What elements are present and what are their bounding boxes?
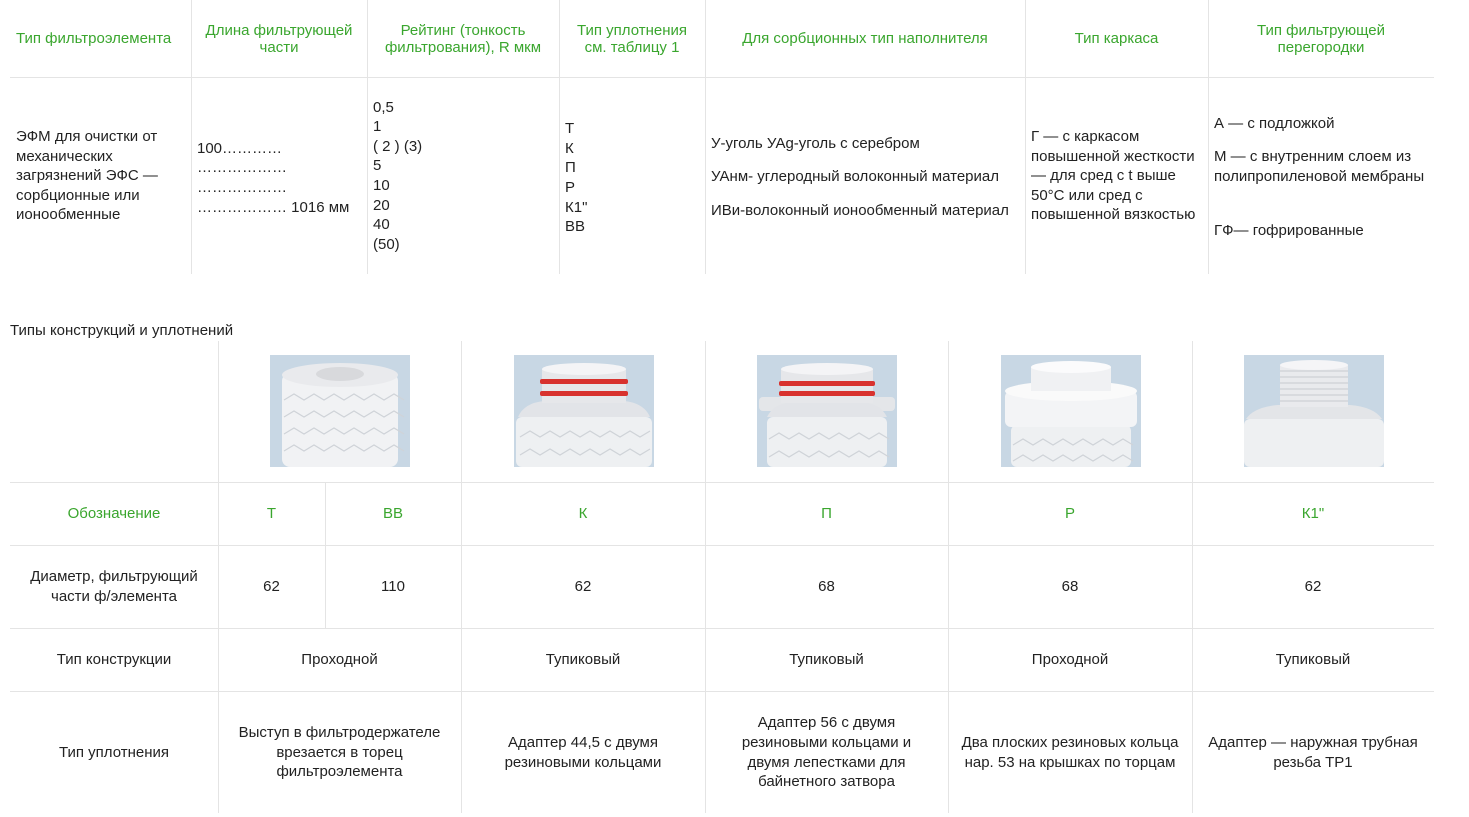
spec-header-row <box>10 0 1434 77</box>
divider <box>705 0 706 274</box>
filter-adapter-rings-lugs-image <box>757 355 897 467</box>
header-rating: Рейтинг (тонкость фильтрования), R мкм <box>384 21 542 56</box>
divider <box>559 0 560 274</box>
diameter-value: 68 <box>1061 578 1079 596</box>
designation-k: К <box>578 505 588 523</box>
rating-value: 40 <box>373 216 390 234</box>
diameter-label: Диаметр, фильтрующий части ф/элемента <box>30 568 198 605</box>
element-type-cell: ЭФМ для очистки от механических загрязнений ЭФС — сорбционные или ионообменные <box>16 128 158 224</box>
partition-item: А — с подложкой <box>1214 114 1335 132</box>
construction-value: Проходной <box>301 651 378 669</box>
diameter-value: 62 <box>574 578 592 596</box>
length-line: ……………… <box>197 159 287 177</box>
seal-lines <box>565 115 587 237</box>
seal-value: Адаптер — наружная трубная резьба ТР1 <box>1208 733 1418 771</box>
length-cell <box>191 78 367 274</box>
divider <box>705 341 706 813</box>
designation-t: Т <box>266 505 277 523</box>
construction-table <box>10 341 1434 813</box>
designation-label: Обозначение <box>67 505 161 523</box>
seal-code: К <box>565 139 574 157</box>
length-line: 100………… <box>197 139 283 157</box>
divider <box>1208 0 1209 274</box>
seal-value: Адаптер 44,5 с двумя резиновыми кольцами <box>504 733 662 771</box>
filter-end-plain-image <box>270 355 410 467</box>
sorbent-item: УАнм- углеродный волоконный материал <box>711 168 999 186</box>
partition-list <box>1214 112 1428 240</box>
construction-value: Тупиковый <box>545 651 621 669</box>
designation-r: Р <box>1064 505 1075 523</box>
rating-value: 1 <box>373 118 382 136</box>
seal-code: ВВ <box>565 218 586 236</box>
divider <box>325 483 326 628</box>
partition-cell <box>1208 78 1434 274</box>
construction-value: Тупиковый <box>789 651 864 669</box>
header-sorbent: Для сорбционных тип наполнителя <box>742 30 988 47</box>
construction-label: Тип конструкции <box>56 651 172 669</box>
seal-value: Два плоских резиновых кольца нар. 53 на крышках по торцам <box>961 733 1179 771</box>
construction-value: Проходной <box>1031 651 1109 669</box>
divider <box>948 341 949 813</box>
filter-flat-caps-image <box>1001 355 1141 467</box>
divider <box>367 0 368 274</box>
partition-item: ГФ— гофрированные <box>1214 221 1364 239</box>
seal-code: П <box>565 159 576 177</box>
sorbent-item: У-уголь УАg-уголь с серебром <box>711 134 920 152</box>
rating-lines <box>373 98 422 255</box>
divider <box>461 341 462 813</box>
divider <box>1025 0 1026 274</box>
length-line: ……………… 1016 мм <box>197 198 350 216</box>
spec-body-row <box>10 78 1434 274</box>
frame-cell: Г — с каркасом повышенной жесткости — для сред с t выше 50°С или сред с повышенной вязкостью <box>1031 128 1196 224</box>
header-frame: Тип каркаса <box>1074 30 1159 47</box>
divider <box>191 0 192 274</box>
designation-bb: ВВ <box>382 505 403 523</box>
length-lines <box>197 135 349 217</box>
sorbent-cell <box>705 78 1025 274</box>
rating-value: 10 <box>373 177 390 194</box>
sorbent-item: ИВи-волоконный ионообменный материал <box>711 201 1009 219</box>
divider <box>218 341 219 813</box>
partition-item: М — с внутренним слоем из полипропиленовой мембраны <box>1214 148 1425 185</box>
rating-value: 5 <box>373 157 382 175</box>
length-line: ……………… <box>197 179 287 196</box>
diameter-value: 62 <box>1304 578 1322 596</box>
seal-label: Тип уплотнения <box>58 743 169 761</box>
construction-value: Тупиковый <box>1275 651 1351 669</box>
filter-adapter-two-rings-image <box>514 355 654 467</box>
diameter-value: 68 <box>818 578 835 596</box>
rating-value: 0,5 <box>373 98 394 116</box>
designation-k1: К1" <box>1301 505 1325 523</box>
rating-cell <box>367 78 559 274</box>
seal-value: Адаптер 56 с двумя резиновыми кольцами и двумя лепестками для байнетного затвора <box>741 714 912 791</box>
rating-value: (50) <box>373 235 400 253</box>
sorbent-list <box>711 132 1009 221</box>
filter-threaded-adapter-image <box>1244 355 1384 467</box>
seal-code: Р <box>565 179 576 196</box>
seal-code: К1" <box>565 198 588 216</box>
seal-type-cell <box>559 78 705 274</box>
header-partition: Тип фильтрующей перегородки <box>1257 21 1385 56</box>
rating-value: ( 2 ) (3) <box>373 137 423 155</box>
seal-value: Выступ в фильтродержателе врезается в торец фильтроэлемента <box>238 724 441 781</box>
designation-p: П <box>821 505 832 523</box>
rating-value: 20 <box>373 196 390 214</box>
section-title: Типы конструкций и уплотнений <box>10 322 234 339</box>
header-seal-type: Тип уплотнения см. таблицу 1 <box>576 21 687 56</box>
diameter-value: 110 <box>381 578 405 596</box>
header-element-type: Тип фильтроэлемента <box>16 30 172 47</box>
diameter-value: 62 <box>263 578 280 596</box>
divider <box>1192 341 1193 813</box>
seal-code: Т <box>565 120 575 138</box>
header-length: Длина фильтрующей части <box>205 21 353 56</box>
